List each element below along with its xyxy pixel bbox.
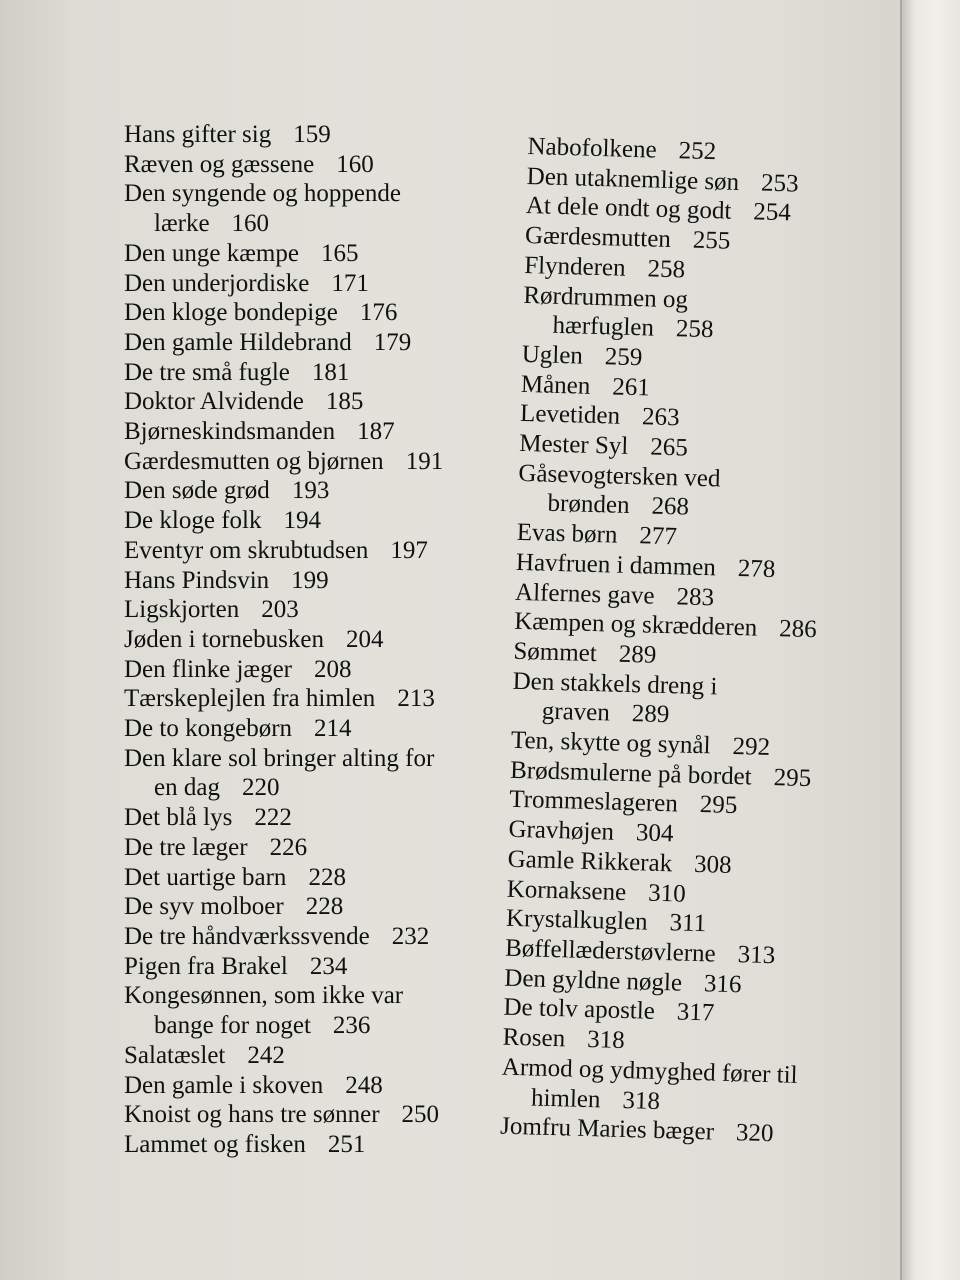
- toc-entry-title: Den klare sol bringer alting for: [124, 744, 435, 772]
- toc-entry-page-number: 176: [359, 299, 398, 327]
- toc-entry-title: Lammet og fisken: [124, 1130, 306, 1158]
- toc-entry-title: Mester Syl: [518, 429, 629, 460]
- toc-entry: [124, 209, 504, 239]
- toc-entry-page-number: 258: [647, 255, 686, 284]
- toc-entry: [124, 179, 504, 209]
- toc-entry-title: himlen: [530, 1083, 601, 1113]
- toc-entry-title: Gamle Rikkerak: [507, 845, 673, 878]
- toc-entry-page-number: 179: [373, 328, 412, 356]
- toc-entry-title: Bjørneskindsmanden: [124, 418, 336, 446]
- toc-entry-title: Levetiden: [519, 400, 621, 431]
- toc-entry-title: Kæmpen og skrædderen: [513, 608, 758, 642]
- toc-entry-title: Evas børn: [516, 518, 618, 549]
- toc-entry: [124, 150, 504, 180]
- toc-entry-page-number: 208: [314, 655, 352, 683]
- toc-entry-title: Jøden i tornebusken: [124, 625, 324, 653]
- toc-entry-title: Flynderen: [523, 251, 626, 282]
- toc-entry-title: De kloge folk: [124, 507, 262, 535]
- toc-entry-page-number: 263: [641, 403, 680, 432]
- toc-entry-title: De tre små fugle: [124, 358, 290, 386]
- toc-entry-title: De tolv apostle: [503, 994, 656, 1026]
- toc-entry: [124, 1071, 504, 1101]
- toc-entry: [124, 833, 504, 863]
- toc-entry-page-number: 203: [261, 596, 299, 624]
- toc-entry-title: Sømmet: [513, 637, 598, 668]
- toc-entry: [124, 1011, 504, 1041]
- toc-entry-page-number: 226: [269, 833, 308, 861]
- toc-entry-page-number: 254: [753, 198, 792, 227]
- toc-entry-page-number: 255: [692, 226, 731, 255]
- toc-entry-title: Knoist og hans tre sønner: [124, 1101, 380, 1129]
- toc-entry-page-number: 304: [635, 819, 674, 848]
- toc-entry-title: Bøffellæderstøvlerne: [504, 934, 717, 968]
- toc-entry-title: De syv molboer: [124, 893, 284, 921]
- toc-entry-title: Den flinke jæger: [124, 655, 293, 683]
- toc-entry-title: Den søde grød: [124, 477, 270, 505]
- toc-entry-title: Hans Pindsvin: [124, 566, 270, 594]
- toc-entry-title: Eventyr om skrubtudsen: [124, 536, 369, 564]
- toc-entry-title: Salatæslet: [124, 1041, 226, 1069]
- toc-entry-title: De tre læger: [124, 833, 248, 861]
- toc-entry-title: Ræven og gæssene: [124, 150, 315, 178]
- toc-entry: [124, 269, 504, 299]
- toc-entry: [124, 714, 504, 744]
- toc-entry: [124, 684, 504, 714]
- toc-entry-page-number: 159: [293, 121, 331, 148]
- toc-entry: [124, 358, 504, 388]
- toc-entry-title: Alfernes gave: [514, 578, 655, 610]
- toc-entry-page-number: 194: [283, 507, 321, 535]
- toc-entry-page-number: 222: [254, 804, 292, 832]
- toc-right-column: [500, 132, 858, 1151]
- toc-entry: [124, 803, 504, 833]
- toc-entry-title: Nabofolkene: [527, 132, 658, 164]
- toc-entry-page-number: 292: [732, 733, 771, 762]
- toc-entry: [124, 120, 504, 150]
- toc-entry-title: Gåsevogtersken ved: [518, 459, 721, 493]
- toc-entry-title: Gærdesmutten og bjørnen: [124, 447, 384, 475]
- toc-entry-title: Doktor Alvidende: [124, 388, 304, 416]
- toc-entry-title: Den syngende og hoppende: [124, 180, 402, 208]
- toc-entry-page-number: 181: [311, 358, 350, 386]
- toc-entry: [124, 566, 504, 596]
- toc-entry: [124, 625, 504, 655]
- toc-entry: [124, 981, 504, 1011]
- toc-entry-page-number: 185: [325, 388, 364, 416]
- toc-entry-page-number: 317: [676, 998, 715, 1027]
- toc-entry-page-number: 268: [651, 493, 690, 522]
- toc-entry-title: brønden: [547, 490, 630, 520]
- toc-entry-page-number: 160: [231, 210, 270, 238]
- toc-entry-title: Ten, skytte og synål: [510, 726, 711, 760]
- toc-entry-title: Det blå lys: [124, 804, 233, 832]
- toc-entry: [124, 1041, 504, 1071]
- toc-entry-title: Den gyldne nøgle: [503, 964, 683, 997]
- toc-entry-page-number: 214: [314, 715, 352, 743]
- toc-entry-page-number: 308: [693, 850, 733, 879]
- toc-entry-title: Pigen fra Brakel: [124, 952, 288, 980]
- toc-entry-title: De to kongebørn: [124, 715, 293, 743]
- toc-entry-page-number: 197: [390, 536, 428, 564]
- toc-entry-page-number: 311: [669, 909, 707, 938]
- toc-entry-page-number: 316: [703, 969, 742, 998]
- toc-entry: [124, 239, 504, 269]
- toc-entry-title: Rosen: [502, 1023, 566, 1053]
- toc-entry: [124, 773, 504, 803]
- toc-entry-title: Gravhøjen: [508, 815, 615, 846]
- toc-entry-page-number: 220: [241, 774, 280, 802]
- toc-entry-title: Den gamle Hildebrand: [124, 328, 352, 356]
- toc-entry: [124, 298, 504, 328]
- toc-entry-page-number: 228: [308, 863, 346, 891]
- toc-entry-page-number: 250: [401, 1101, 440, 1129]
- toc-entry-page-number: 171: [331, 269, 369, 297]
- toc-entry: [124, 744, 504, 774]
- toc-entry-title: Den kloge bondepige: [124, 299, 338, 327]
- toc-entry: [124, 595, 504, 625]
- toc-entry: [124, 417, 504, 447]
- toc-entry-title: Den underjordiske: [124, 269, 310, 297]
- toc-entry-page-number: 295: [773, 763, 812, 792]
- toc-entry-page-number: 251: [327, 1130, 366, 1158]
- toc-entry-title: Kornaksene: [506, 875, 627, 906]
- toc-entry-title: Det uartige barn: [124, 863, 287, 891]
- toc-entry-page-number: 242: [247, 1041, 285, 1069]
- toc-entry-page-number: 253: [760, 169, 799, 198]
- toc-entry-title: Armod og ydmyghed fører til: [501, 1053, 798, 1089]
- toc-entry-title: Den unge kæmpe: [124, 239, 299, 267]
- toc-entry-page-number: 232: [391, 922, 430, 950]
- toc-entry: [124, 387, 504, 417]
- toc-entry: [124, 922, 504, 952]
- toc-entry: [124, 655, 504, 685]
- toc-entry: [124, 1100, 504, 1130]
- toc-entry-title: Havfruen i dammen: [515, 548, 717, 582]
- toc-entry-title: Tærskeplejlen fra himlen: [124, 685, 376, 713]
- toc-entry-title: Månen: [520, 370, 591, 400]
- toc-entry-title: Trommeslageren: [508, 786, 679, 818]
- toc-entry-title: Den stakkels dreng i: [512, 667, 718, 701]
- toc-entry-page-number: 313: [737, 941, 776, 970]
- toc-entry-page-number: 278: [737, 554, 776, 583]
- toc-entry-title: Den utaknemlige søn: [526, 162, 740, 196]
- toc-entry-page-number: 259: [604, 343, 643, 372]
- toc-entry-title: bange for noget: [154, 1012, 311, 1040]
- toc-entry-title: Uglen: [521, 340, 584, 370]
- toc-entry-title: Gærdesmutten: [524, 222, 672, 254]
- toc-entry-title: Hans gifter sig: [124, 121, 272, 148]
- toc-entry: [124, 863, 504, 893]
- toc-entry-title: Jomfru Maries bæger: [499, 1112, 715, 1146]
- toc-entry-page-number: 191: [405, 447, 444, 475]
- toc-entry-page-number: 204: [345, 625, 384, 653]
- toc-entry-page-number: 289: [631, 700, 670, 729]
- toc-entry-title: Rørdrummen og: [523, 281, 689, 314]
- toc-entry-page-number: 289: [618, 640, 657, 669]
- toc-entry-page-number: 165: [320, 239, 359, 267]
- toc-entry: [124, 447, 504, 477]
- facing-page-edge: [900, 0, 960, 1280]
- toc-entry-title: lærke: [154, 210, 210, 238]
- toc-entry-page-number: 318: [586, 1026, 626, 1055]
- toc-entry-title: graven: [541, 697, 611, 727]
- toc-entry-page-number: 248: [345, 1071, 383, 1099]
- toc-entry-page-number: 252: [678, 137, 717, 166]
- toc-entry-page-number: 310: [647, 879, 687, 908]
- toc-left-column: [124, 120, 504, 1160]
- toc-entry: [124, 476, 504, 506]
- toc-entry-title: Brødsmulerne på bordet: [509, 756, 753, 791]
- toc-entry-title: Krystalkuglen: [505, 904, 648, 936]
- toc-entry-page-number: 199: [291, 566, 329, 594]
- toc-entry-page-number: 258: [675, 315, 714, 344]
- toc-entry-title: Ligskjorten: [124, 596, 240, 624]
- toc-entry-page-number: 234: [309, 952, 348, 980]
- toc-entry-page-number: 318: [622, 1086, 661, 1115]
- toc-entry-page-number: 193: [291, 477, 330, 505]
- toc-entry-page-number: 261: [611, 373, 651, 402]
- toc-entry: [124, 952, 504, 982]
- toc-entry-title: hærfuglen: [552, 311, 655, 342]
- toc-entry-page-number: 295: [699, 791, 738, 820]
- toc-entry: [124, 536, 504, 566]
- toc-entry: [124, 1130, 504, 1160]
- toc-entry-title: De tre håndværkssvende: [124, 922, 370, 950]
- toc-entry: [124, 892, 504, 922]
- toc-entry-page-number: 160: [336, 150, 374, 178]
- toc-entry-page-number: 320: [735, 1119, 774, 1148]
- toc-entry-page-number: 236: [332, 1012, 371, 1040]
- toc-entry-page-number: 277: [639, 522, 678, 551]
- toc-entry: [124, 328, 504, 358]
- toc-entry-title: Den gamle i skoven: [124, 1071, 324, 1099]
- page-gutter-line: [900, 0, 902, 1280]
- toc-entry: [124, 506, 504, 536]
- toc-entry-page-number: 286: [778, 615, 818, 644]
- toc-entry-title: At dele ondt og godt: [525, 192, 732, 226]
- toc-entry-page-number: 213: [397, 685, 435, 713]
- toc-entry-page-number: 265: [649, 433, 689, 462]
- toc-entry-page-number: 283: [676, 582, 715, 611]
- toc-entry-title: Kongesønnen, som ikke var: [124, 982, 404, 1010]
- toc-entry-page-number: 187: [357, 418, 395, 446]
- toc-entry-title: en dag: [154, 774, 220, 802]
- toc-entry-page-number: 228: [305, 893, 344, 921]
